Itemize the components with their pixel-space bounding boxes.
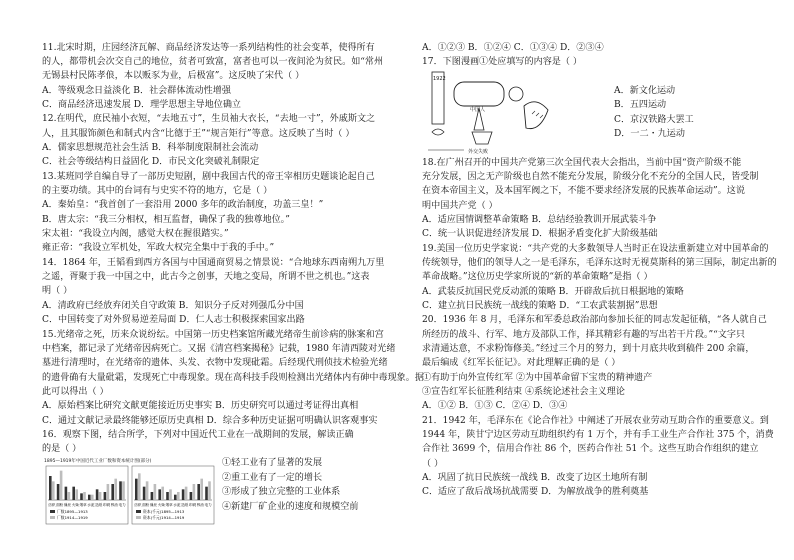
chart-bar-left-纺织-1	[52, 481, 55, 500]
chart-legend-swatch-left-1	[50, 516, 55, 519]
q12-line-2: 人，且其服饰颜色和制式内含“比德于王”“规言矩行”等意。这反映了当时（ ）	[42, 129, 355, 139]
chart-bar-right-造纸-0	[182, 489, 185, 500]
chart-bar-right-印刷-1	[193, 484, 196, 500]
q21-line-1: 21．1942 年，毛泽东在《论合作社》中阐述了开展农业劳动互助合作的重要意义。到	[422, 416, 769, 426]
chart-bar-left-电力-1	[122, 481, 125, 500]
chart-tick-left-1: 面粉	[56, 503, 64, 507]
q17-option-b: B．五四运动	[614, 100, 667, 110]
chart-bar-right-火柴-0	[158, 489, 161, 500]
q18-option-ab: A．适应国情调整革命策略 B．总结经验教训开展武装斗争	[422, 215, 657, 225]
chart-bar-left-纺织-0	[49, 476, 52, 500]
chart-bar-left-烟草-1	[83, 492, 86, 500]
chart-tick-left-6: 造纸	[95, 503, 103, 507]
chart-tick-left-5: 水泥	[87, 503, 95, 507]
cartoon-drawing	[424, 70, 584, 154]
q20-answers: A．①② B．①③ C．②④ D．③④	[422, 401, 568, 411]
q17-option-d: D．一二・九运动	[614, 129, 685, 139]
chart-tick-left-7: 印刷	[102, 503, 111, 507]
q19-line-3: 革命战略。”这位历史学家所说的“新的革命策略”是指（ ）	[422, 272, 653, 282]
q16-option-1: ①轻工业有了显著的发展	[222, 458, 323, 468]
chart-bar-left-面粉-0	[57, 484, 60, 500]
chart-tick-left-2: 缫丝	[63, 503, 72, 507]
q16-answers: A．①②③ B．①②④ C．①③④ D．②③④	[422, 43, 604, 53]
q12-option-cd: C．社会等级结构日益固化 D．市民文化突破礼制限定	[42, 157, 260, 167]
q18-line-3: 在资本帝国主义，及本国军阀之下，不能不要求经济发展的民族革命运动”。这说	[422, 186, 745, 196]
q20-line-2: 所经历的战斗、行军、地方及部队工作，择其精彩有趣的写出若干片段。”“文字只	[422, 330, 746, 340]
q11-option-cd: C．商品经济迅速发展 D．理学思想主导地位确立	[42, 100, 242, 110]
q20-items-12: ①有助于向外宣传红军 ②为中国革命留下宝贵的精神遗产	[422, 373, 653, 383]
chart-bar-left-水泥-1	[91, 495, 94, 500]
chart-tick-left-3: 火柴	[71, 503, 79, 507]
q13-line-2: 的主要功绩。其中的台词有与史实不符的地方，它是（ ）	[42, 186, 273, 196]
chart-bar-left-造纸-0	[96, 489, 99, 500]
cartoon-image	[424, 70, 584, 154]
chart-legend-label-right-1: 资本(千元)1914—1919	[143, 515, 185, 520]
chart-bar-right-榨油-0	[197, 484, 200, 500]
chart-tick-left-8: 榨油	[110, 503, 118, 507]
chart-tick-right-9: 电力	[204, 503, 212, 507]
q16-option-3: ③形成了独立完整的工业体系	[222, 487, 341, 497]
industry-chart	[42, 458, 217, 526]
chart-legend-swatch-left-0	[50, 510, 55, 513]
q13-option-a: A．秦始皇：“我首创了一套沿用 2000 多年的政治制度，功盖三皇！”	[42, 200, 324, 210]
chart-legend-swatch-right-0	[136, 510, 141, 513]
q21-option-ab: A．巩固了抗日民族统一战线 B．改变了边区土地所有制	[422, 473, 648, 483]
q17-option-a: A．新文化运动	[614, 86, 676, 96]
chart-bar-right-纺织-0	[135, 479, 138, 500]
q14-line-1: 14．1864 年，王韬看到西方各国与中国通商贸易之情景说：“合地球东西南朔九万里	[42, 258, 385, 268]
chart-bar-right-印刷-0	[190, 492, 193, 500]
q21-line-3: 合作社 3699 个，信用合作社 86 个，医药合作社 51 个。这些互助合作组织的建立	[422, 444, 759, 454]
chart-bar-left-水泥-0	[88, 495, 91, 500]
chart-bar-left-火柴-1	[75, 489, 78, 500]
chart-title: 1895—1919年中国近代工业厂数和资本统计图(部分)	[44, 459, 152, 464]
q15-line-3: 墓进行清理时，在光绪帝的遗体、头发、衣物中发现砒霜。后经现代刑侦技术检验光绪	[42, 358, 388, 368]
chart-bar-right-电力-1	[208, 481, 211, 500]
chart-bar-left-印刷-1	[107, 484, 110, 500]
chart-bar-left-缫丝-1	[68, 492, 71, 500]
q15-line-5: 此可以得出（ ）	[42, 387, 109, 397]
chart-bar-left-面粉-1	[60, 471, 63, 500]
q21-line-4: （ ）	[422, 459, 444, 469]
q17-option-c: C．京汉铁路大罢工	[614, 115, 694, 125]
cartoon-bird-label: 外交失败	[468, 149, 489, 155]
q15-option-ab: A．原始档案比研究文献更能接近历史事实 B．历史研究可以通过考证得出真相	[42, 401, 359, 411]
chart-legend-label-right-0: 资本(千元)1895—1913	[143, 509, 185, 514]
chart-bar-right-电力-0	[205, 487, 208, 500]
chart-tick-right-2: 缫丝	[149, 503, 158, 507]
q14-option-cd: C．中国转变了对外贸易逆差局面 D．仁人志士积极探索国家出路	[42, 315, 305, 325]
chart-legend-label-left-1: 厂数1914—1919	[57, 515, 88, 520]
chart-tick-left-0: 纺织	[48, 503, 56, 507]
q12-line-1: 12.在明代，庶民袖小衣短，“去地五寸”，生员袖大衣长，“去地一寸”，外戚斯文之	[42, 114, 376, 124]
chart-bar-right-水泥-0	[174, 495, 177, 500]
q19-line-1: 19.美国一位历史学家说：“共产党的大多数领导人当时正在设法重新建立对中国革命的	[422, 244, 769, 254]
chart-bar-right-面粉-0	[143, 487, 146, 500]
q13-line-1: 13.某班同学自编自导了一部历史短剧，剧中我国古代的帝王宰相历史题谈论起自己	[42, 172, 375, 182]
chart-tick-left-9: 电力	[118, 503, 126, 507]
chart-bar-left-缫丝-0	[65, 487, 68, 500]
q11-line-1: 11.北宋时期，庄园经济瓦解、商品经济发达等一系列结构性的社会变革，使得所有	[42, 43, 375, 53]
cartoon-left-tag: 1922	[433, 76, 446, 82]
q13-option-b2: 宋太祖：“我设立内阁，感觉大权在握很踏实。”	[42, 229, 229, 239]
q19-option-cd: C．建立抗日民族统一战线的策略 D．“工农武装割据”思想	[422, 301, 658, 311]
chart-bar-right-缫丝-0	[151, 492, 154, 500]
chart-tick-right-6: 造纸	[181, 503, 189, 507]
q15-line-4: 的遗骨确有大量砒霜，发现死亡中毒现象。现在高科技手段则检测出光绪体内有砷中毒现象。据	[42, 373, 424, 383]
q18-line-4: 明中国共产党（ ）	[422, 201, 498, 211]
q11-line-2: 的人，都带机会次交自己的地位，贫者可致富，富者也可以一夜间沦为贫民。如“常州	[42, 57, 384, 67]
chart-tick-right-0: 纺织	[134, 503, 142, 507]
chart-bar-right-榨油-1	[200, 479, 203, 500]
chart-tick-right-3: 火柴	[157, 503, 165, 507]
chart-tick-right-1: 面粉	[142, 503, 150, 507]
q16-option-2: ②重工业有了一定的增长	[222, 473, 323, 483]
chart-bar-right-火柴-1	[161, 487, 164, 500]
chart-bar-right-烟草-1	[169, 489, 172, 500]
q18-option-cd: C．统一认识促进经济发展 D．根据矛盾变化扩大阶级基础	[422, 229, 658, 239]
q17-line-1: 17．下图漫画①处应填写的内容是（ ）	[422, 57, 582, 67]
chart-bar-left-榨油-1	[114, 479, 117, 500]
chart-bar-left-火柴-0	[72, 487, 75, 500]
q14-line-3: 明（ ）	[42, 286, 73, 296]
q20-line-3: 求清通达意，不求粉饰修美。”经过三个月的努力，到十月底共收到稿件 200 余篇，	[422, 344, 755, 354]
q16-option-4: ④新建厂矿企业的速度和规模空前	[222, 502, 359, 512]
chart-bar-left-榨油-0	[111, 484, 114, 500]
q21-line-2: 1944 年，陕甘宁边区劳动互助组织约有 1 万个，并有手工业生产合作社 375 个，消费	[422, 430, 774, 440]
chart-bar-right-缫丝-1	[154, 484, 157, 500]
q15-option-cd: C．通过文献记录最终能够还原历史真相 D．综合多种历史证据可明确认识客观事实	[42, 416, 378, 426]
chart-bar-right-烟草-0	[166, 492, 169, 500]
q19-line-2: 传统领导，他们的领导人之一是毛泽东，毛泽东这时无视莫斯科的第三国际，制定出新的	[422, 258, 777, 268]
q16-line-2: 的是（ ）	[42, 444, 82, 454]
q20-line-1: 20．1936 年 8 月，毛泽东和军委总政治部向参加长征的同志发起征稿，“各人就自己	[422, 315, 767, 325]
chart-tick-right-4: 烟草	[165, 503, 173, 507]
q11-line-3: 无锡县村民陈孝俍，本以贩豕为业，后极富”。这反映了宋代（ ）	[42, 71, 305, 81]
q18-line-2: 充分发展，因之无产阶级也自然不能充分发展，阶级分化不充分的全国人民，皆受制	[422, 172, 759, 182]
q13-option-b3: 雍正帝：“我设立军机处，军政大权完全集中于我的手中。”	[42, 243, 275, 253]
q19-option-ab: A．武装反抗国民党反动派的策略 B．开辟敌后抗日根据地的策略	[422, 287, 684, 297]
q21-option-cd: C．适应了敌后战场抗战需要 D．为解放战争的胜利奠基	[422, 487, 649, 497]
q20-items-34: ③宣告红军长征胜利结束 ④系统论述社会主义理论	[422, 387, 625, 397]
chart-tick-right-7: 印刷	[188, 503, 197, 507]
q12-option-ab: A．儒家思想规范社会生活 B．科举制度限制社会流动	[42, 143, 259, 153]
q18-line-1: 18.在广州召开的中国共产党第三次全国代表大会指出，当前中国“资产阶级不能	[422, 158, 742, 168]
q14-option-ab: A．清政府已经放弃闭关自守政策 B．知识分子反对列强瓜分中国	[42, 301, 304, 311]
cartoon-hand-label: 中国人	[470, 107, 486, 113]
chart-bar-right-水泥-1	[177, 492, 180, 500]
chart-bar-left-造纸-1	[99, 492, 102, 500]
q15-line-1: 15.光绪帝之死，历来众说纷纭。中国第一历史档案馆所藏光绪帝生前诊病的脉案和宫	[42, 330, 384, 340]
chart-bar-left-印刷-0	[104, 492, 107, 500]
chart-tick-right-8: 榨油	[196, 503, 204, 507]
chart-legend-swatch-right-1	[136, 516, 141, 519]
chart-bar-right-纺织-1	[138, 473, 141, 500]
chart-tick-right-5: 水泥	[173, 503, 181, 507]
chart-bar-right-造纸-1	[185, 487, 188, 500]
q14-line-2: 之遥，胥聚于我一中国之中，此古今之创事，天地之变局，所谓不世之机也。”这表	[42, 272, 370, 282]
q20-line-4: 最后编成《红军长征记》。对此理解正确的是（ ）	[422, 358, 621, 368]
q16-line-1: 16．观察下图，结合所学，下列对中国近代工业在一战期间的发展，解读正确	[42, 430, 354, 440]
q11-option-ab: A．等级观念日益淡化 B．社会群体流动性增强	[42, 86, 231, 96]
chart-tick-left-4: 烟草	[79, 503, 87, 507]
chart-legend-label-left-0: 厂数1895—1913	[57, 509, 88, 514]
chart-bar-right-面粉-1	[146, 481, 149, 500]
q15-line-2: 中档案，都记录了光绪帝因病死亡。又据《清宫档案揭秘》记载，1980 年清西陵对光绪	[42, 344, 396, 354]
chart-bar-left-烟草-0	[80, 493, 83, 500]
chart-bar-left-电力-0	[119, 481, 122, 500]
chart-canvas	[42, 458, 217, 526]
q13-option-b: B．唐太宗：“我三分相权，相互监督，确保了我的独尊地位。”	[42, 215, 290, 225]
